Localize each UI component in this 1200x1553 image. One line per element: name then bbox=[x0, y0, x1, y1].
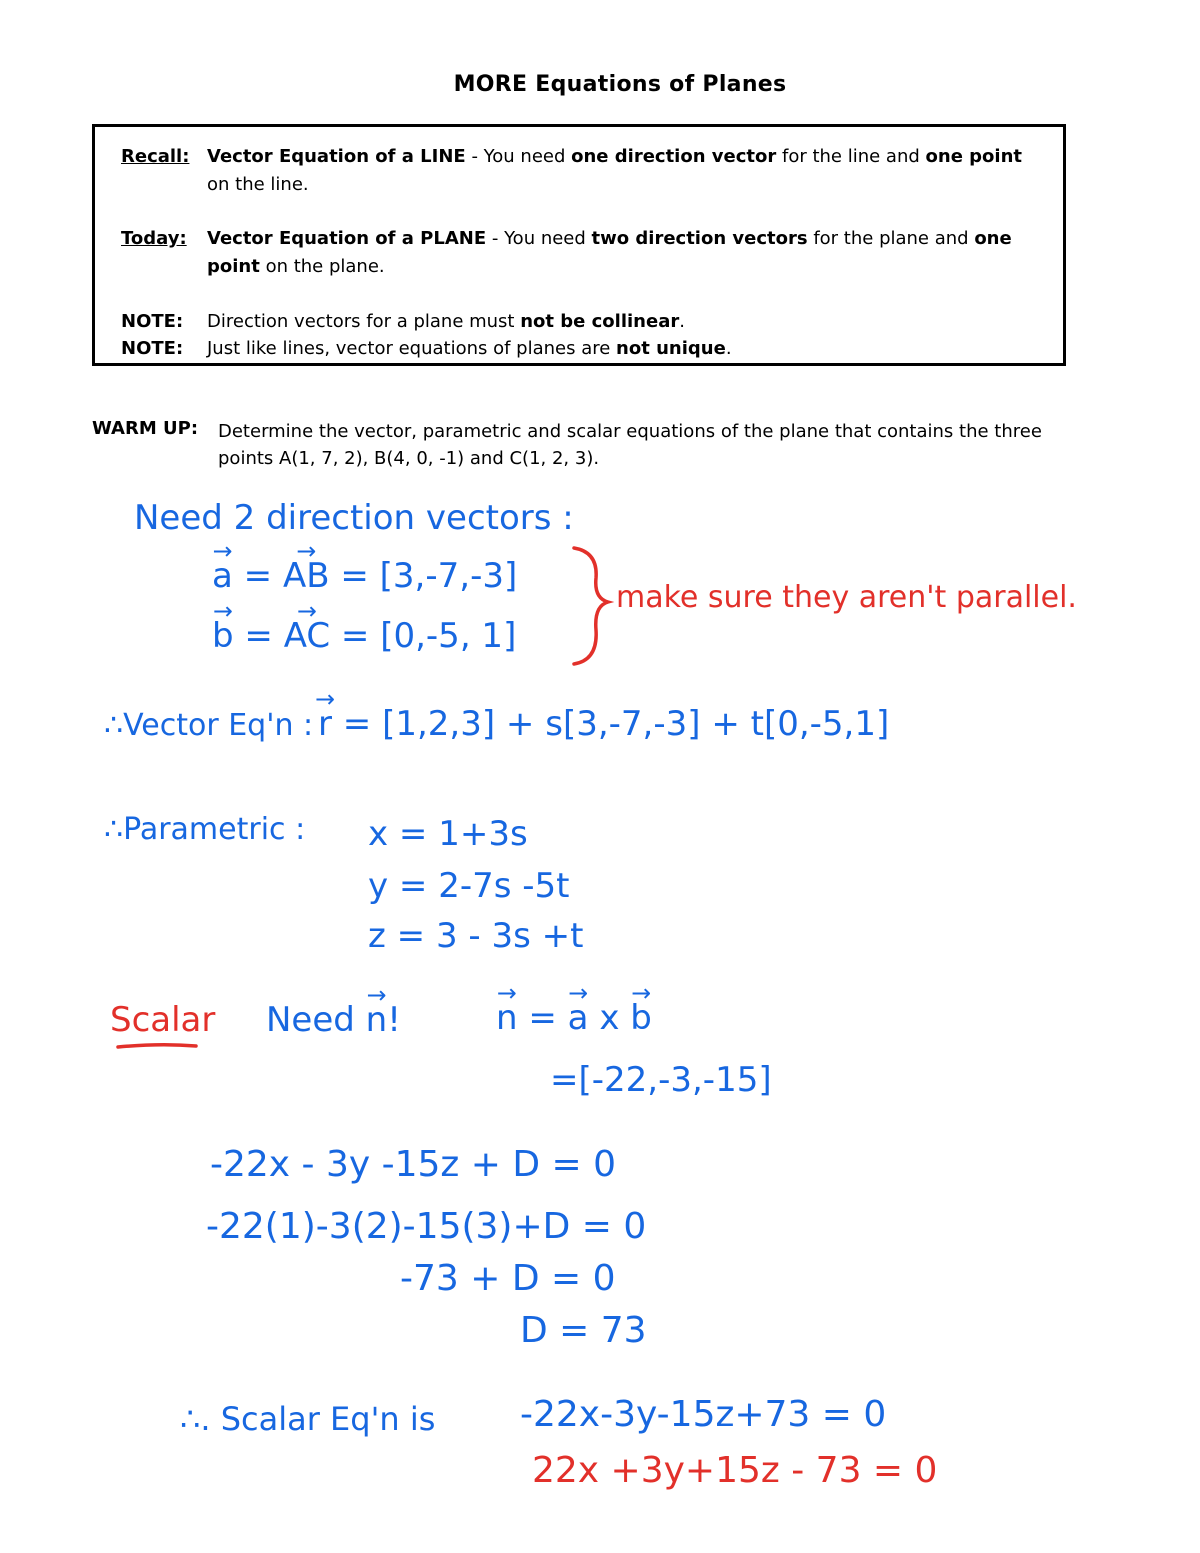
scalar-label: Scalar bbox=[110, 1000, 216, 1040]
scalar-step-1: -22x - 3y -15z + D = 0 bbox=[210, 1144, 617, 1185]
parametric-y: y = 2-7s -5t bbox=[368, 866, 570, 906]
scalar-underline bbox=[118, 1045, 196, 1047]
curly-brace bbox=[574, 548, 608, 664]
warmup-text: Determine the vector, parametric and scalar equations of the plane that contains the three points A(1, 7, 2), B(4, 0, -1) and C(1, 2, 3). bbox=[218, 421, 1042, 469]
parallel-note: make sure they aren't parallel. bbox=[616, 580, 1077, 615]
vector-a-line: → a = → AB = [3,-7,-3] bbox=[212, 556, 517, 596]
scalar-step-3: -73 + D = 0 bbox=[400, 1258, 616, 1299]
scalar-step-2: -22(1)-3(2)-15(3)+D = 0 bbox=[206, 1206, 647, 1247]
today-label: Today: bbox=[121, 228, 187, 249]
note-text-2: Just like lines, vector equations of planes are not unique. bbox=[207, 338, 732, 359]
page-title: MORE Equations of Planes bbox=[453, 72, 787, 97]
recall-label: Recall: bbox=[121, 146, 190, 167]
note-label-1: NOTE: bbox=[121, 311, 184, 332]
warmup-label: WARM UP: bbox=[92, 418, 199, 439]
scalar-step-4: D = 73 bbox=[520, 1310, 647, 1351]
scalar-result-1: -22x-3y-15z+73 = 0 bbox=[520, 1394, 887, 1435]
parametric-x: x = 1+3s bbox=[368, 814, 528, 854]
scalar-result-label: ∴. Scalar Eq'n is bbox=[180, 1400, 436, 1438]
need-n: Need → n! bbox=[266, 1000, 401, 1040]
today-text: Vector Equation of a PLANE - You need two direction vectors for the plane and one point on the plane. bbox=[207, 228, 1012, 277]
recall-text: Vector Equation of a LINE - You need one direction vector for the line and one point on the line. bbox=[207, 146, 1023, 195]
vector-eqn: → r = [1,2,3] + s[3,-7,-3] + t[0,-5,1] bbox=[318, 704, 889, 744]
n-value: =[-22,-3,-15] bbox=[550, 1060, 772, 1100]
note-label-2: NOTE: bbox=[121, 338, 184, 359]
need-direction-vectors: Need 2 direction vectors : bbox=[134, 498, 574, 538]
vector-b-line: → b = → AC = [0,-5, 1] bbox=[212, 616, 516, 656]
parametric-label: ∴Parametric : bbox=[104, 812, 306, 847]
parametric-z: z = 3 - 3s +t bbox=[368, 916, 584, 956]
n-cross-product: → n = → a x → b bbox=[496, 998, 652, 1038]
vector-eqn-label: ∴Vector Eq'n : bbox=[104, 708, 314, 743]
note-text-1: Direction vectors for a plane must not be collinear. bbox=[207, 311, 685, 332]
scalar-result-2: 22x +3y+15z - 73 = 0 bbox=[532, 1450, 938, 1491]
